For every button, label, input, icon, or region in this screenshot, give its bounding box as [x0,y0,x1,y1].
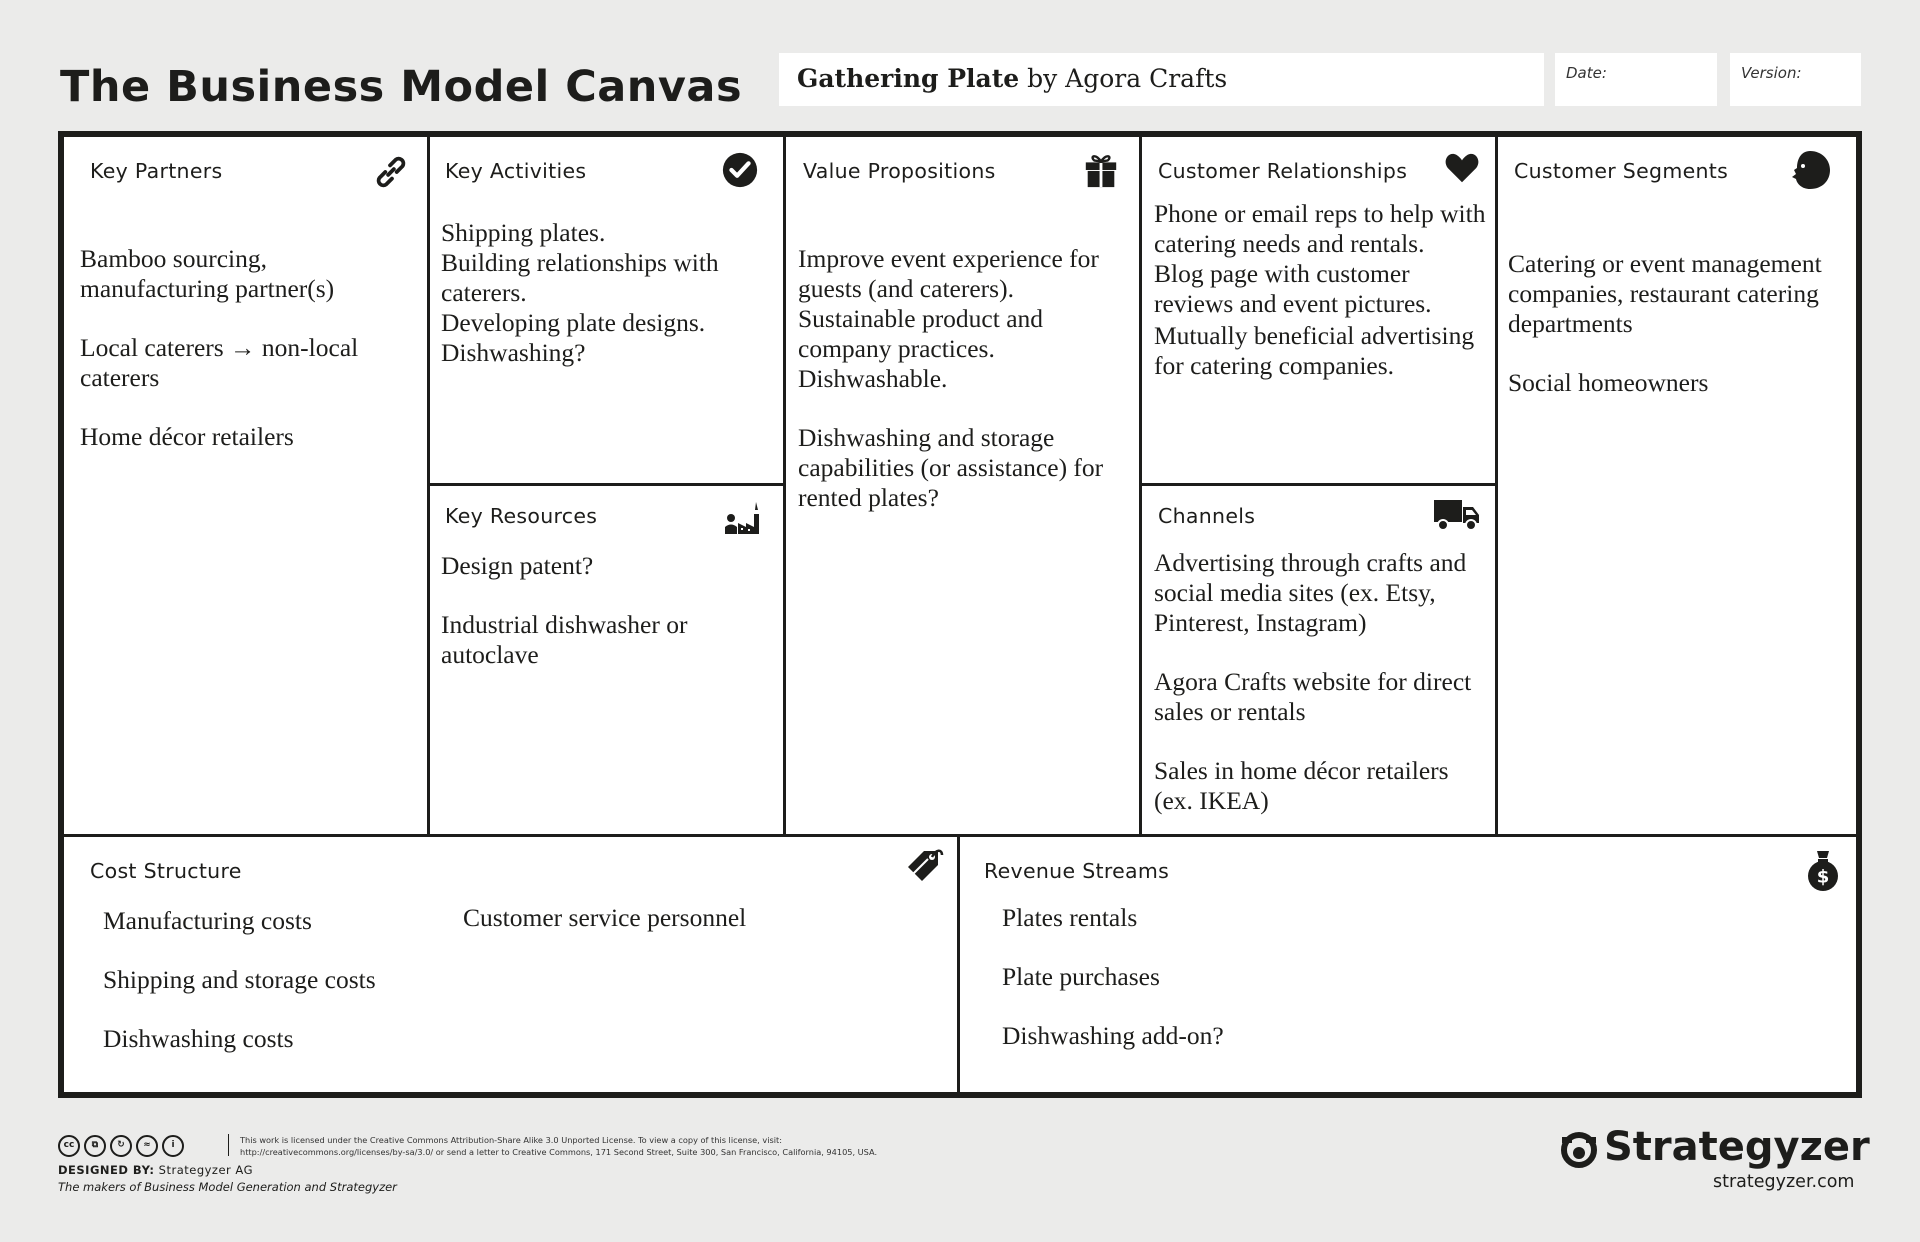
key-resources-block [430,486,783,834]
strategyzer-logo-icon [1558,1130,1602,1170]
money-bag-icon [1803,847,1843,891]
divider [228,1134,229,1156]
price-tag-icon [904,845,946,887]
list-item: Mutually beneficial advertising for catering companies. [1154,321,1475,380]
list-item: Dishwashing costs [103,1024,294,1053]
face-icon [1788,149,1832,191]
version-field[interactable] [1730,53,1861,106]
customer-segments-block [1498,137,1856,834]
list-item: Plate purchases [1002,962,1160,991]
value-propositions-block [786,137,1139,834]
list-item: Improve event experience for guests (and caterers). [798,244,1099,303]
list-item: Sustainable product and company practices. [798,304,1044,363]
list-item: Catering or event management companies, restaurant catering departments [1508,249,1822,338]
list-item: Manufacturing costs [103,906,312,935]
makers-text: The makers of Business Model Generation and Strategyzer [58,1180,397,1194]
business-model-canvas [58,131,1862,1098]
noncommercial-icon: ≈ [136,1135,158,1157]
list-item: Industrial dishwasher or autoclave [441,610,688,669]
revenue-streams-block [960,837,1856,1092]
list-item: Dishwashing add-on? [1002,1021,1224,1050]
heart-icon [1443,149,1481,187]
list-item: Home décor retailers [80,422,294,451]
designed-by-label: DESIGNED BY: [58,1163,155,1177]
remix-icon: ↻ [110,1135,132,1157]
version-label: Version: [1741,64,1802,82]
value-propositions-title: Value Propositions [803,159,996,183]
key-activities-block [430,137,783,483]
cost-structure-title: Cost Structure [90,859,242,883]
channels-block [1142,486,1495,834]
list-item: Developing plate designs. [441,308,706,337]
license-icons [58,1132,188,1157]
page-title: The Business Model Canvas [60,62,743,112]
plan-by: by Agora Crafts [1027,64,1228,93]
designed-by: Strategyzer AG [158,1163,254,1177]
key-partners-title: Key Partners [90,159,223,183]
customer-relationships-block [1142,137,1495,483]
channels-title: Channels [1158,504,1256,528]
gift-icon [1082,151,1120,189]
list-item: Dishwashable. [798,364,948,393]
list-item: Shipping and storage costs [103,965,376,994]
date-label: Date: [1566,64,1607,82]
license-text: This work is licensed under the Creative Commons Attribution-Share Alike 3.0 Unported License. To view a copy of this license, visit: http://creativecommons.org/licenses/by-sa/3.0/ or send a letter to Creative Commons, 171 Second Street, Suite 300, San Francisco, California, 94105, USA. [240,1135,878,1157]
revenue-streams-title: Revenue Streams [984,859,1170,883]
list-item: Plates rentals [1002,903,1138,932]
attribution-icon: i [162,1135,184,1157]
date-field[interactable] [1555,53,1717,106]
list-item: Phone or email reps to help with catering needs and rentals. [1154,199,1486,258]
site-link[interactable]: strategyzer.com [1713,1172,1855,1192]
factory-worker-icon [723,496,767,536]
customer-segments-title: Customer Segments [1514,159,1729,183]
list-item: Sales in home décor retailers (ex. IKEA) [1154,756,1449,815]
link-icon [372,153,410,191]
brand-name: Strategyzer [1604,1124,1870,1170]
list-item: Dishwashing? [441,338,586,367]
customer-relationships-title: Customer Relationships [1158,159,1408,183]
list-item: Agora Crafts website for direct sales or rentals [1154,667,1472,726]
list-item: Shipping plates. [441,218,606,247]
list-item: Building relationships with caterers. [441,248,719,307]
list-item: Bamboo sourcing, manufacturing partner(s) [80,244,335,303]
plan-name: Gathering Plate [797,64,1020,93]
key-activities-title: Key Activities [445,159,587,183]
svg-text:$: $ [1816,866,1830,888]
key-resources-title: Key Resources [445,504,598,528]
list-item: Dishwashing and storage capabilities (or assistance) for rented plates? [798,423,1104,512]
list-item: Design patent? [441,551,594,580]
cost-structure-block [64,837,957,1092]
plan-name-field[interactable] [779,53,1544,106]
list-item: Blog page with customer reviews and event pictures. [1154,259,1432,318]
list-item: Local caterers → non-local caterers [80,333,359,392]
share-icon: ⧉ [84,1135,106,1157]
checkmark-icon [721,151,759,189]
key-partners-block [64,137,427,834]
cc-icon: cc [58,1135,80,1157]
truck-icon [1433,498,1481,532]
list-item: Customer service personnel [463,903,747,932]
list-item: Advertising through crafts and social media sites (ex. Etsy, Pinterest, Instagram) [1154,548,1467,637]
list-item: Social homeowners [1508,368,1709,397]
